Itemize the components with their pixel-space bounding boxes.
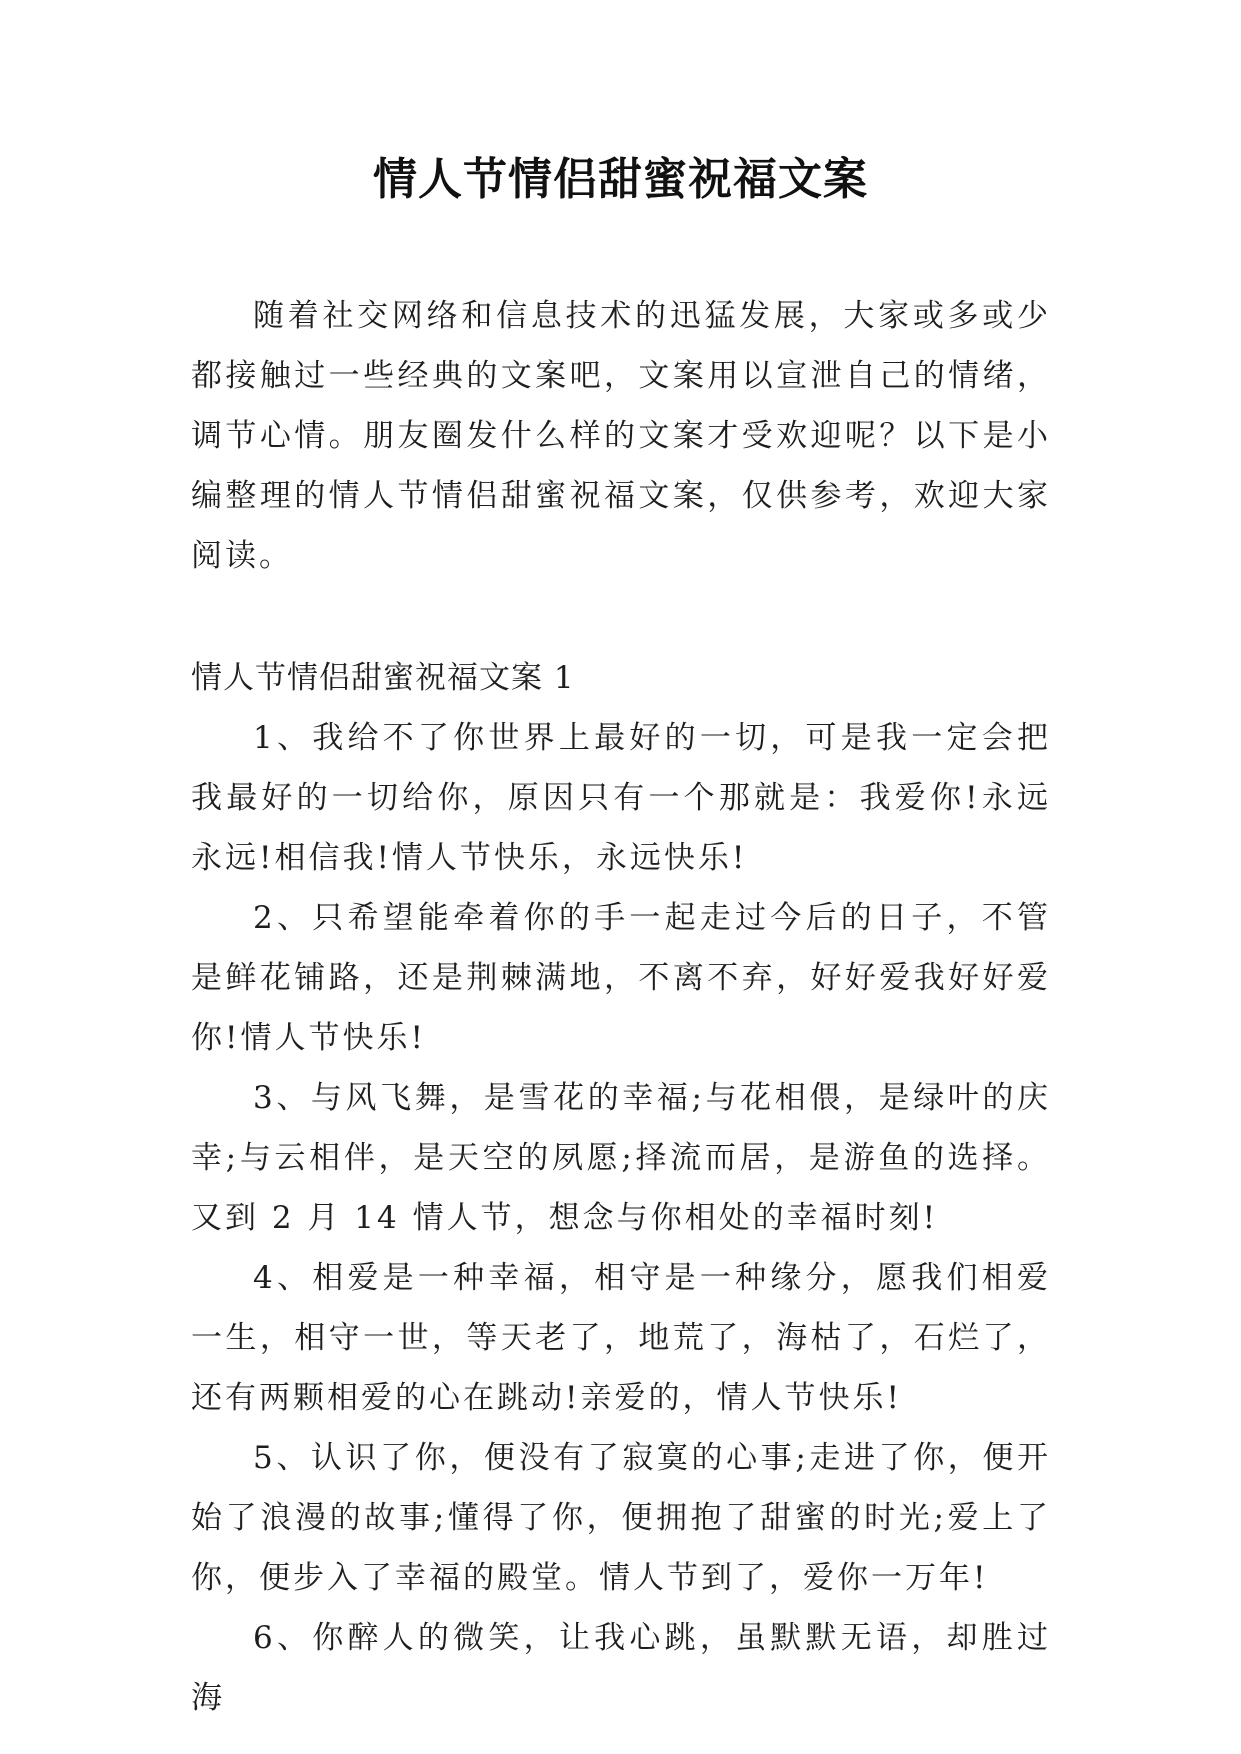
intro-paragraph: 随着社交网络和信息技术的迅猛发展，大家或多或少都接触过一些经典的文案吧，文案用以宣泄自己的情绪，调节心情。朋友圈发什么样的文案才受欢迎呢？以下是小编整理的情人节情侣甜蜜祝福文案，仅供参考，欢迎大家阅读。	[191, 298, 1051, 574]
list-item: 6、你醉人的微笑，让我心跳，虽默默无语，却胜过海	[191, 1620, 1051, 1716]
document-title: 情人节情侣甜蜜祝福文案	[373, 154, 868, 205]
section-heading: 情人节情侣甜蜜祝福文案 1	[191, 660, 575, 696]
list-item: 3、与风飞舞，是雪花的幸福;与花相偎，是绿叶的庆幸;与云相伴，是天空的夙愿;择流而居，是游鱼的选择。又到 2 月 14 情人节，想念与你相处的幸福时刻!	[191, 1080, 1051, 1236]
list-item: 5、认识了你，便没有了寂寞的心事;走进了你，便开始了浪漫的故事;懂得了你，便拥抱了甜蜜的时光;爱上了你，便步入了幸福的殿堂。情人节到了，爱你一万年!	[191, 1440, 1051, 1596]
list-item: 1、我给不了你世界上最好的一切，可是我一定会把我最好的一切给你，原因只有一个那就是：我爱你!永远永远!相信我!情人节快乐，永远快乐!	[191, 720, 1051, 876]
document-body	[191, 286, 1051, 1728]
list-item: 4、相爱是一种幸福，相守是一种缘分，愿我们相爱一生，相守一世，等天老了，地荒了，海枯了，石烂了，还有两颗相爱的心在跳动!亲爱的，情人节快乐!	[191, 1260, 1051, 1416]
list-item: 2、只希望能牵着你的手一起走过今后的日子，不管是鲜花铺路，还是荆棘满地，不离不弃，好好爱我好好爱你!情人节快乐!	[191, 900, 1051, 1056]
